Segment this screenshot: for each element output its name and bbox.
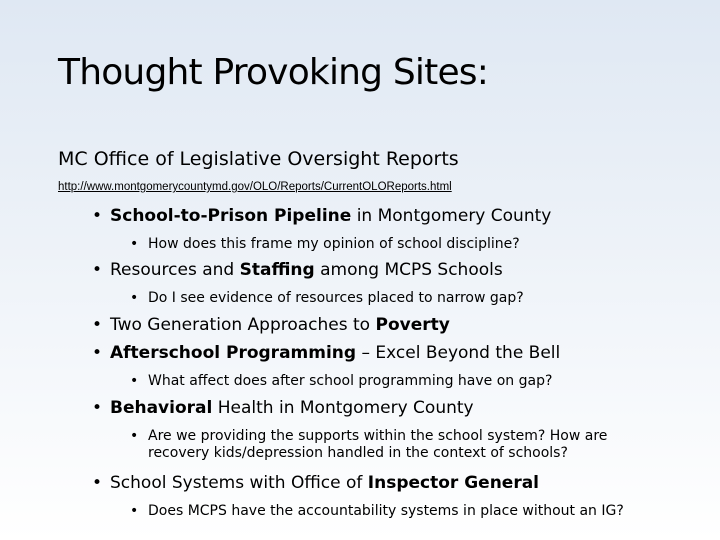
bullet-icon: • xyxy=(92,206,103,226)
bullet-icon: • xyxy=(92,260,103,280)
bullet-item-afterschool xyxy=(92,343,560,363)
sub-item-text: Does MCPS have the accountability systems in place without an IG? xyxy=(148,503,624,519)
bullet-item-poverty xyxy=(92,315,450,335)
item-bold: Poverty xyxy=(375,315,450,335)
bullet-item-inspector xyxy=(92,473,539,493)
item-text: in Montgomery County xyxy=(351,206,552,226)
sub-item-text: How does this frame my opinion of school discipline? xyxy=(148,236,520,252)
reports-link[interactable]: http://www.montgomerycountymd.gov/OLO/Reports/CurrentOLOReports.html xyxy=(58,181,452,193)
bullet-icon: • xyxy=(92,473,103,493)
item-text: School Systems with Office of xyxy=(110,473,368,493)
bullet-icon: • xyxy=(92,343,103,363)
sub-bullet-discipline xyxy=(130,236,520,252)
item-bold: Staffing xyxy=(239,260,315,280)
item-bold: Behavioral xyxy=(110,398,213,418)
bullet-icon: • xyxy=(92,398,103,418)
sub-item-text: Do I see evidence of resources placed to narrow gap? xyxy=(148,290,524,306)
sub-bullet-accountability xyxy=(130,503,624,519)
item-bold: Afterschool Programming xyxy=(110,343,357,363)
item-bold: Inspector General xyxy=(367,473,540,493)
bullet-icon: • xyxy=(130,428,139,444)
bullet-item-behavioral xyxy=(92,398,474,418)
bullet-item-pipeline xyxy=(92,206,551,226)
item-text: Two Generation Approaches to xyxy=(110,315,376,335)
sub-bullet-supports xyxy=(130,428,690,462)
sub-item-text: What affect does after school programming have on gap? xyxy=(148,373,553,389)
bullet-icon: • xyxy=(130,290,139,306)
sub-item-text: Are we providing the supports within the school system? How are recovery kids/depression handled in the context of schools? xyxy=(148,428,608,461)
item-text: Resources and xyxy=(110,260,240,280)
item-bold: School-to-Prison Pipeline xyxy=(110,206,352,226)
bullet-icon: • xyxy=(130,373,139,389)
bullet-icon: • xyxy=(92,315,103,335)
slide-subtitle: MC Office of Legislative Oversight Reports xyxy=(58,148,459,170)
item-text: – Excel Beyond the Bell xyxy=(356,343,561,363)
slide-title: Thought Provoking Sites: xyxy=(58,52,489,93)
item-text: Health in Montgomery County xyxy=(212,398,474,418)
bullet-icon: • xyxy=(130,503,139,519)
bullet-item-staffing xyxy=(92,260,503,280)
item-text: among MCPS Schools xyxy=(314,260,503,280)
sub-bullet-resources xyxy=(130,290,524,306)
sub-bullet-afterschool xyxy=(130,373,552,389)
bullet-icon: • xyxy=(130,236,139,252)
